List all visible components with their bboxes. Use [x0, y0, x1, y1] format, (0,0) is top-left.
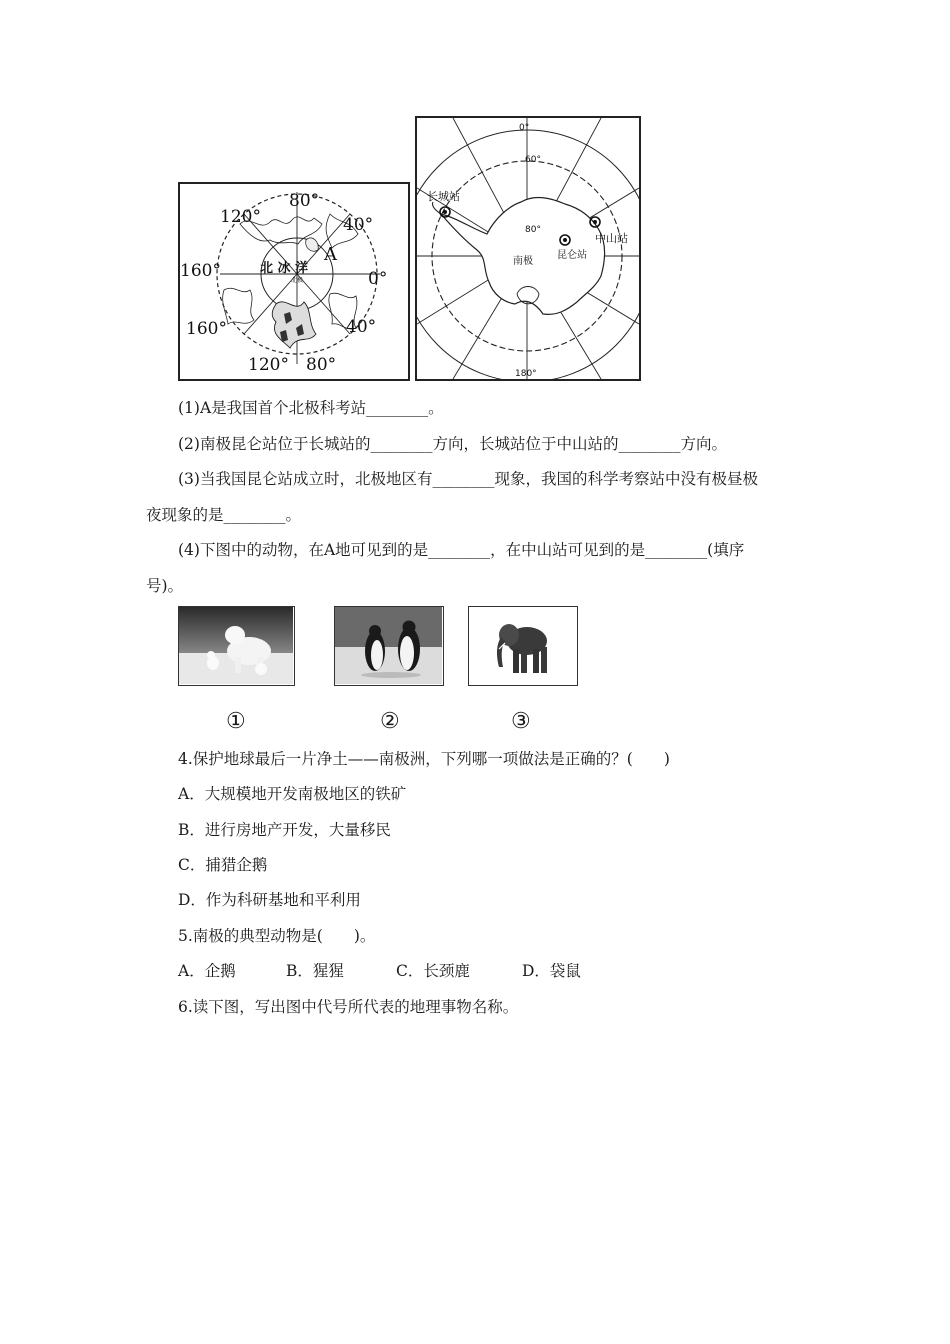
animal-number-1: ①	[226, 709, 246, 734]
animal-number-3: ③	[511, 709, 531, 734]
question-5-main: 5.南极的典型动物是( )。	[178, 927, 376, 945]
elephant-photo	[468, 606, 578, 686]
question-4-option-d: D．作为科研基地和平利用	[178, 891, 361, 909]
question-6-main: 6.读下图，写出图中代号所代表的地理事物名称。	[178, 998, 519, 1016]
question-5-option-b: B．猩猩	[286, 962, 344, 980]
south-pole-label: 南极	[513, 256, 533, 267]
north-pole-label: 北极	[291, 277, 304, 284]
station-changcheng-label: 长城站	[427, 190, 460, 203]
antarctic-lon-label: 180°	[515, 369, 537, 379]
question-5-option-d: D．袋鼠	[522, 962, 581, 980]
arctic-lon-label: 40°	[346, 317, 377, 337]
arctic-lon-label: 80°	[306, 355, 337, 375]
arctic-lon-label: 160°	[186, 319, 227, 339]
question-5-option-c: C．长颈鹿	[396, 962, 470, 980]
station-kunlun-label: 昆仑站	[557, 250, 587, 261]
antarctic-lat-label: 80°	[525, 225, 541, 235]
arctic-lon-label: 160°	[180, 261, 221, 281]
arctic-ocean-label: 北 冰 洋	[260, 261, 309, 276]
question-4-line2: 号)。	[146, 577, 184, 595]
arctic-lon-label: 80°	[289, 191, 320, 211]
arctic-lon-label: 0°	[368, 269, 388, 289]
arctic-lon-label: 40°	[343, 215, 374, 235]
penguin-photo	[334, 606, 444, 686]
question-4-option-a: A．大规模地开发南极地区的铁矿	[178, 785, 407, 803]
animal-number-2: ②	[380, 709, 400, 734]
station-a-label: A	[324, 244, 337, 265]
question-4-option-c: C．捕猎企鹅	[178, 856, 268, 874]
question-3-line2: 夜现象的是________。	[146, 506, 302, 524]
arctic-lon-label: 120°	[248, 355, 289, 375]
arctic-map	[178, 182, 410, 381]
question-3-line1: (3)当我国昆仑站成立时，北极地区有________现象，我国的科学考察站中没有极昼极	[178, 470, 758, 488]
elephant-icon	[469, 607, 576, 684]
arctic-lon-label: 120°	[220, 207, 261, 227]
question-4-main: 4.保护地球最后一片净土——南极洲，下列哪一项做法是正确的？( )	[178, 750, 670, 768]
question-4-option-b: B．进行房地产开发，大量移民	[178, 821, 391, 839]
station-zhongshan-label: 中山站	[595, 232, 628, 245]
question-4-line1: (4)下图中的动物，在A地可见到的是________，在中山站可见到的是________(填序	[178, 541, 745, 559]
polar-bear-photo	[178, 606, 295, 686]
question-5-option-a: A．企鹅	[178, 962, 236, 980]
antarctic-lon-label: 0°	[519, 123, 530, 133]
question-1: (1)A是我国首个北极科考站________。	[178, 399, 444, 417]
penguin-icon	[335, 607, 442, 684]
antarctic-lat-label: 60°	[525, 155, 541, 165]
polar-bear-icon	[179, 607, 293, 684]
question-2: (2)南极昆仑站位于长城站的________方向，长城站位于中山站的________方向。	[178, 435, 727, 453]
antarctic-map	[415, 116, 641, 381]
